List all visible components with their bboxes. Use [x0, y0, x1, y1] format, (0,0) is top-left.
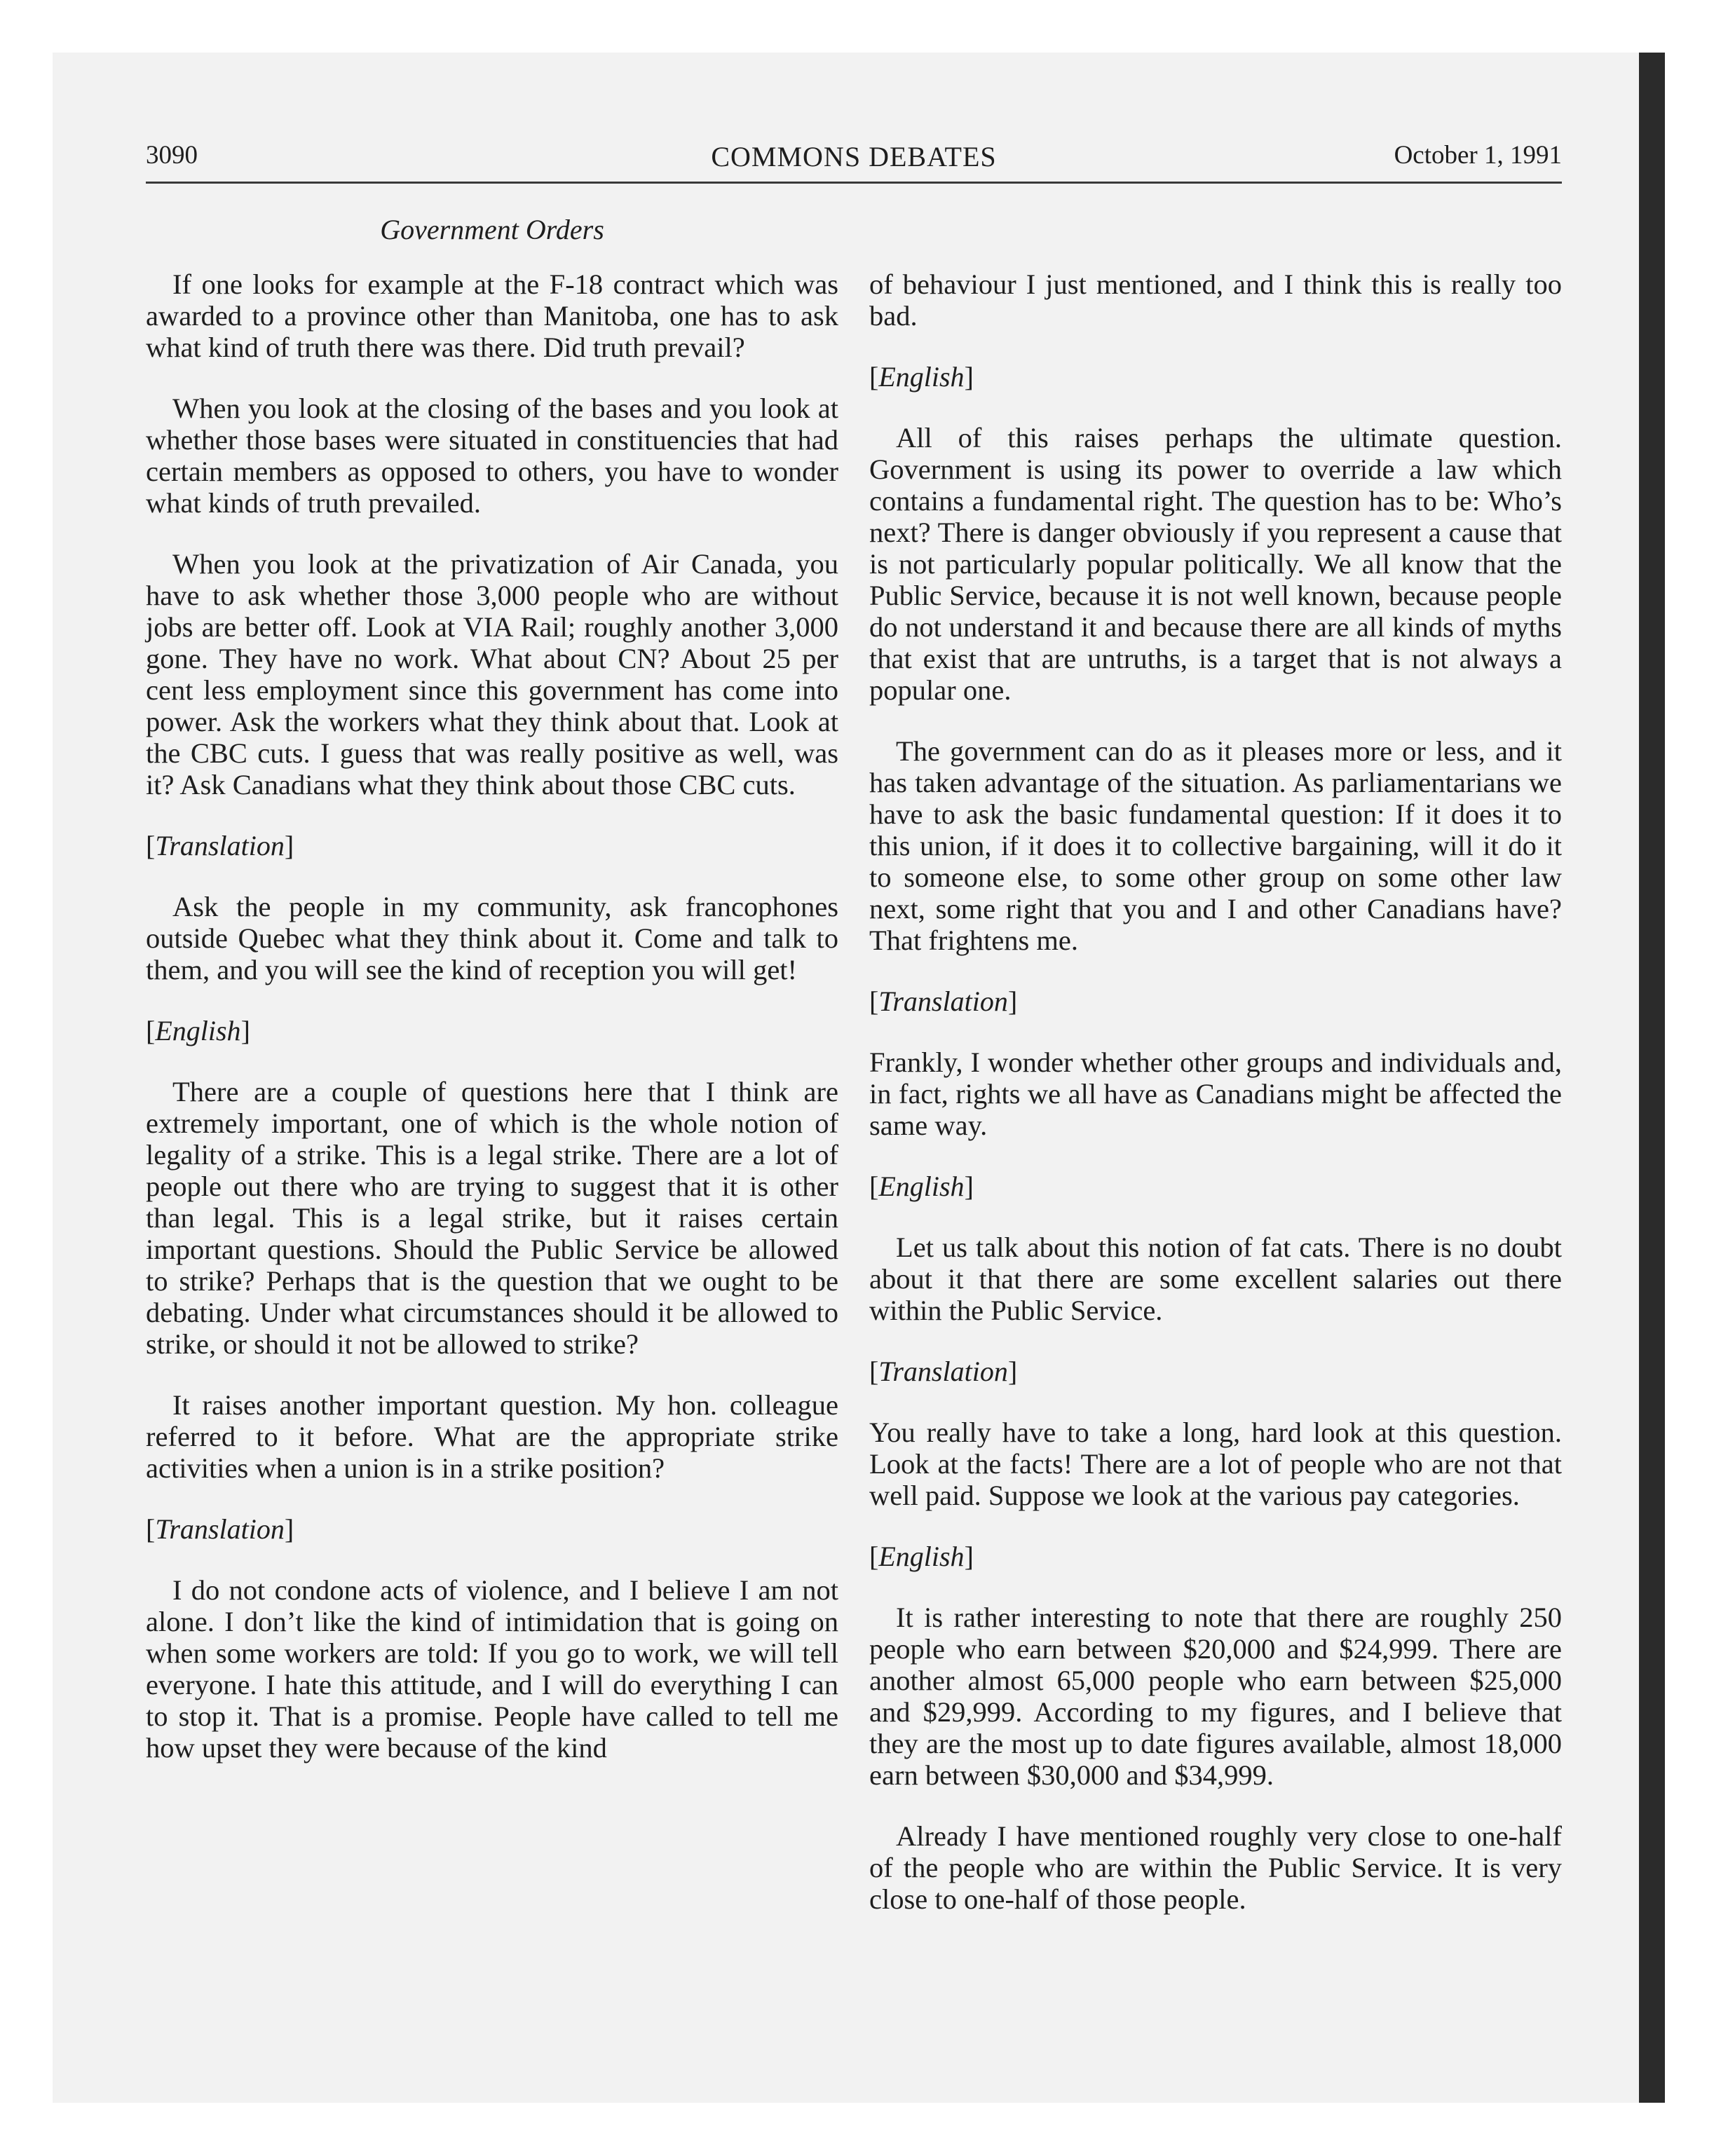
language-marker: [Translation]: [146, 830, 294, 861]
section-heading: Government Orders: [380, 214, 604, 245]
language-marker-label: English: [878, 1171, 965, 1202]
paragraph: You really have to take a long, hard look at this question. Look at the facts! There are a lot of people who are not that well paid. Suppose we look at the various pay categories.: [869, 1417, 1562, 1511]
paragraph: Let us talk about this notion of fat cats. There is no doubt about it that there are some excellent salaries out there within the Public Service.: [869, 1231, 1562, 1326]
paragraph: I do not condone acts of violence, and I believe I am not alone. I don’t like the kind of intimidation that is going on when some workers are told: If you go to work, we will tell everyone. I hate this attitude, and I will do everything I can to stop it. That is a promise. People have called to tell me how upset they were because of the kind: [146, 1574, 838, 1763]
language-marker-label: Translation: [155, 830, 285, 861]
page-number: 3090: [146, 141, 198, 170]
paragraph: There are a couple of questions here that I think are extremely important, one of which is the whole notion of legality of a strike. This is a legal strike. There are a lot of people out there who are trying to suggest that it is other than legal. This is a legal strike, but it raises certain important questions. Should the Public Service be allowed to strike? Perhaps that is the question that we ought to be debating. Under what circumstances should it be allowed to strike, or should it not be allowed to strike?: [146, 1076, 838, 1360]
page-date: October 1, 1991: [1394, 141, 1562, 170]
language-marker: [Translation]: [146, 1513, 294, 1545]
left-column: [146, 268, 838, 1793]
paragraph: When you look at the privatization of Air Canada, you have to ask whether those 3,000 people who are without jobs are better off. Look at VIA Rail; roughly another 3,000 gone. They have no work. What about CN? About 25 per cent less employment since this government has come into power. Ask the workers what they think about that. Look at the CBC cuts. I guess that was really positive as well, was it? Ask Canadians what they think about those CBC cuts.: [146, 548, 838, 800]
language-marker: [English]: [869, 361, 974, 393]
paragraph: The government can do as it pleases more or less, and it has taken advantage of the situation. As parliamentarians we have to ask the basic fundamental question: If it does it to this union, if it does it to collective bargaining, will it do it to someone else, to some other group on some other law next, some right that you and I and other Canadians have? That frightens me.: [869, 735, 1562, 956]
scan-shadow-edge: [1639, 53, 1665, 2103]
language-marker: [Translation]: [869, 1356, 1018, 1387]
paragraph-continuation: of behaviour I just mentioned, and I think this is really too bad.: [869, 268, 1562, 332]
language-marker-label: Translation: [878, 985, 1008, 1017]
paragraph: Frankly, I wonder whether other groups and individuals and, in fact, rights we all have as Canadians might be affected the same way.: [869, 1046, 1562, 1141]
paragraph: If one looks for example at the F-18 contract which was awarded to a province other than Manitoba, one has to ask what kind of truth there was there. Did truth prevail?: [146, 268, 838, 363]
paragraph: All of this raises perhaps the ultimate question. Government is using its power to override a law which contains a fundamental right. The question has to be: Who’s next? There is danger obviously if you represent a cause that is not particularly popular politically. We all know that the Public Service, because it is not well known, because people do not understand it and because there are all kinds of myths that exist that are untruths, is a target that is not always a popular one.: [869, 422, 1562, 706]
paragraph: When you look at the closing of the bases and you look at whether those bases were situated in constituencies that had certain members as opposed to others, you have to wonder what kinds of truth prevailed.: [146, 393, 838, 519]
language-marker-label: English: [878, 361, 965, 393]
header-rule: [146, 182, 1562, 184]
paragraph: Ask the people in my community, ask francophones outside Quebec what they think about it. Come and talk to them, and you will see the kind of reception you will get!: [146, 891, 838, 985]
language-marker-label: Translation: [155, 1513, 285, 1545]
language-marker: [English]: [146, 1015, 250, 1046]
language-marker-label: English: [878, 1541, 965, 1572]
language-marker: [English]: [869, 1541, 974, 1572]
paragraph: Already I have mentioned roughly very close to one-half of the people who are within the Public Service. It is very close to one-half of those people.: [869, 1820, 1562, 1915]
paragraph: It is rather interesting to note that there are roughly 250 people who earn between $20,000 and $24,999. There are another almost 65,000 people who earn between $25,000 and $29,999. According to my figures, and I believe that they are the most up to date figures available, almost 18,000 earn between $30,000 and $34,999.: [869, 1602, 1562, 1791]
language-marker: [Translation]: [869, 985, 1018, 1017]
language-marker-label: Translation: [878, 1356, 1008, 1387]
right-column: [869, 268, 1562, 1944]
language-marker-label: English: [155, 1015, 241, 1046]
publication-title: COMMONS DEBATES: [711, 141, 997, 172]
language-marker: [English]: [869, 1171, 974, 1202]
paragraph: It raises another important question. My hon. colleague referred to it before. What are the appropriate strike activities when a union is in a strike position?: [146, 1389, 838, 1484]
running-header: [146, 140, 1562, 179]
